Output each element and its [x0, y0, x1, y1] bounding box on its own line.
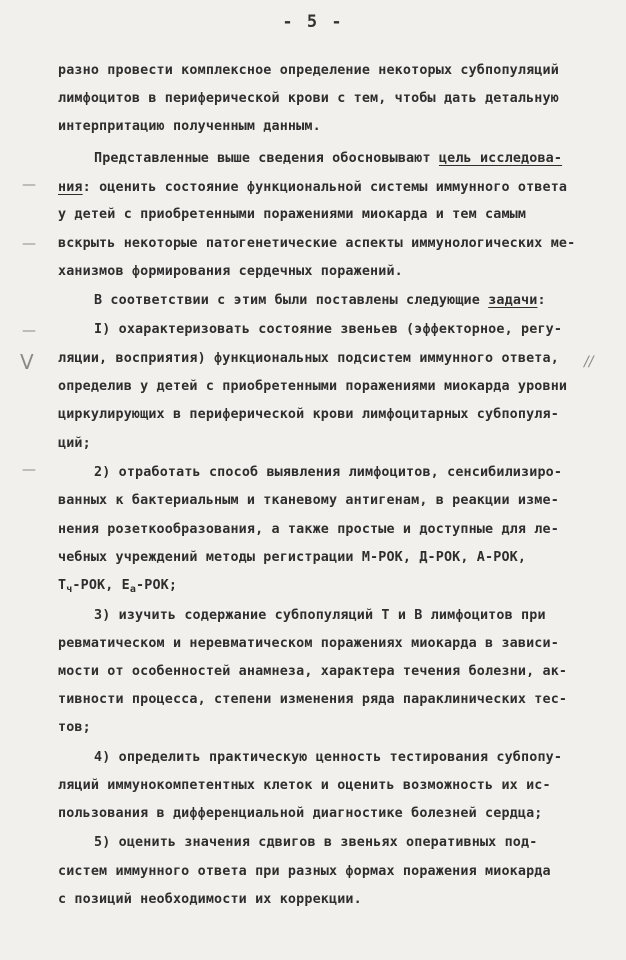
text-span: -РОК;	[136, 578, 178, 593]
text-line: вскрыть некоторые патогенетические аспекты иммунологических ме-	[58, 236, 576, 251]
text-line: ревматическом и неревматическом поражениях миокарда в зависи-	[58, 636, 559, 651]
margin-mark: //	[584, 354, 594, 370]
text-line	[94, 293, 546, 308]
text-line: тивности процесса, степени изменения ряда параклинических тес-	[58, 692, 568, 707]
text-line: пользования в дифференциальной диагностике болезней сердца;	[58, 806, 543, 821]
text-line: лимфоцитов в периферической крови с тем, чтобы дать детальную	[58, 91, 559, 106]
text-line: ций;	[58, 436, 91, 451]
text-line: тов;	[58, 720, 91, 735]
text-line: мости от особенностей анамнеза, характера течения болезни, ак-	[58, 664, 568, 679]
text-line	[94, 151, 562, 166]
text-line: интерпритацию полученным данным.	[58, 119, 321, 134]
underlined-text: задачи	[488, 293, 538, 308]
subscript: ч	[66, 584, 73, 595]
underlined-text: цель исследова-	[438, 151, 563, 166]
text-line: определив у детей с приобретенными поражениями миокарда уровни	[58, 379, 568, 394]
text-span: Представленные выше сведения обосновывают	[94, 151, 431, 166]
text-line: 4) определить практическую ценность тестирования субпопу-	[94, 750, 563, 765]
text-line: 5) оценить значения сдвигов в звеньях оперативных под-	[94, 835, 538, 850]
text-line: ляции, восприятия) функциональных подсистем иммунного ответа,	[58, 351, 559, 366]
text-line: чебных учреждений методы регистрации М-РОК, Д-РОК, А-РОК,	[58, 550, 527, 565]
margin-mark: —	[22, 177, 36, 193]
text-line: с позиций необходимости их коррекции.	[58, 892, 362, 907]
text-line: ляций иммунокомпетентных клеток и оценить возможность их ис-	[58, 778, 551, 793]
text-line: ханизмов формирования сердечных поражений.	[58, 264, 403, 279]
text-line: разно провести комплексное определение некоторых субпопуляций	[58, 63, 559, 78]
text-line: циркулирующих в периферической крови лимфоцитарных субпопуля-	[58, 407, 559, 422]
page-number: - 5 -	[282, 12, 344, 32]
subscript: а	[129, 584, 137, 595]
text-span: Т	[58, 578, 67, 593]
text-line: I) охарактеризовать состояние звеньев (эффекторное, регу-	[94, 322, 563, 337]
text-line: ванных к бактериальным и тканевому антигенам, в реакции изме-	[58, 493, 559, 508]
underlined-text: ния	[58, 180, 83, 195]
text-span: : оценить состояние функциональной системы иммунного ответа	[82, 180, 568, 195]
text-span: :	[537, 293, 546, 308]
text-line: систем иммунного ответа при разных формах поражения миокарда	[58, 864, 551, 879]
text-line: у детей с приобретенными поражениями миокарда и тем самым	[58, 207, 527, 222]
text-line: 3) изучить содержание субпопуляций Т и В лимфоцитов при	[94, 608, 546, 623]
margin-mark: —	[22, 323, 36, 339]
text-span: -РОК, Е	[72, 578, 130, 593]
margin-mark: —	[22, 236, 36, 252]
text-line	[58, 180, 567, 195]
text-line	[58, 578, 177, 595]
margin-mark: V	[20, 350, 34, 374]
text-line: 2) отработать способ выявления лимфоцитов, сенсибилизиро-	[94, 465, 563, 480]
text-span: В соответствии с этим были поставлены следующие	[94, 293, 480, 308]
text-line: нения розеткообразования, а также простые и доступные для ле-	[58, 522, 559, 537]
margin-mark: —	[22, 462, 36, 478]
